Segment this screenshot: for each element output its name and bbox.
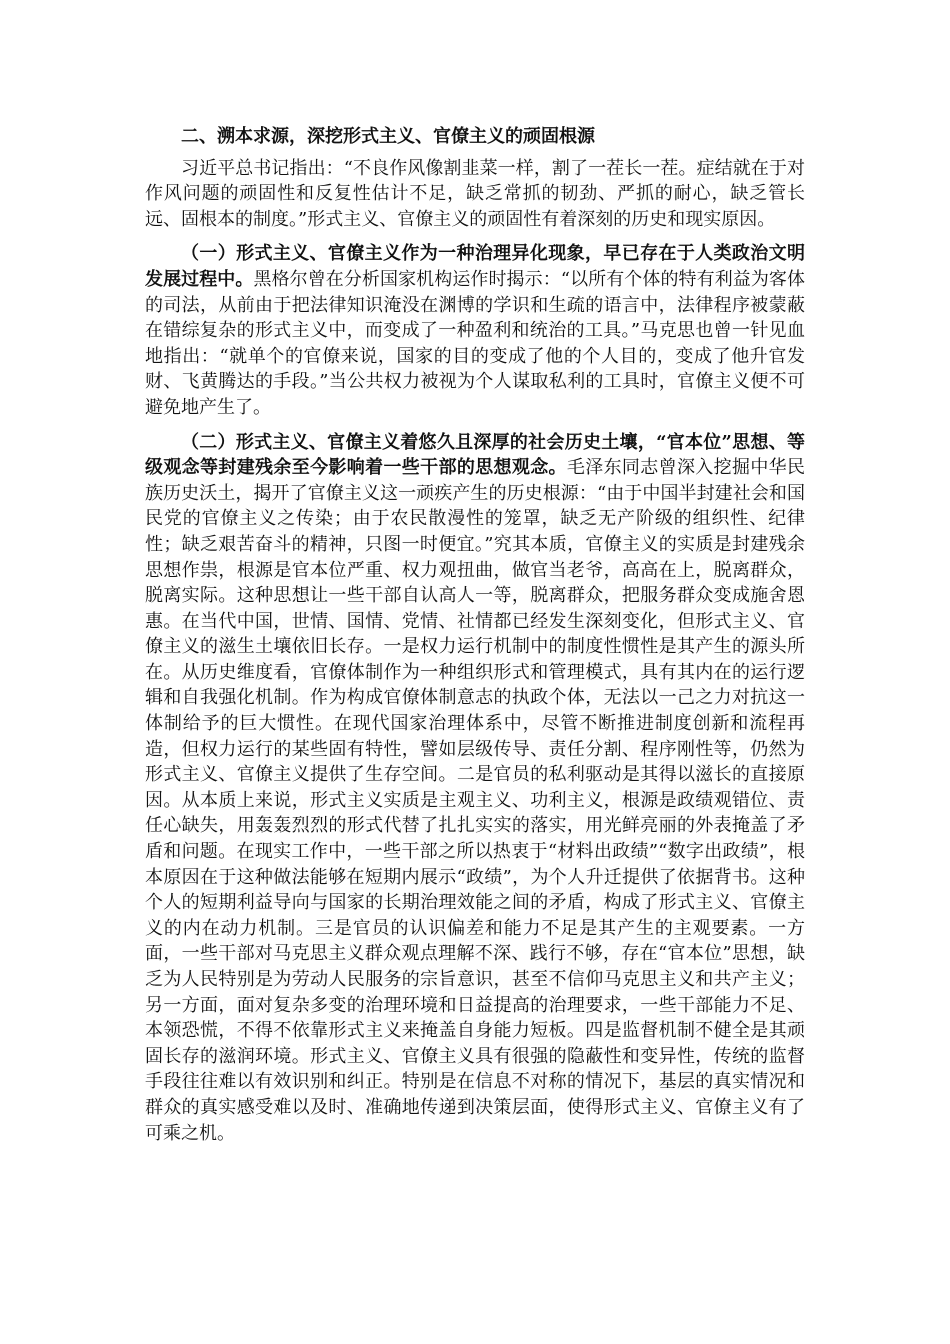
paragraph-lead: （一）形式主义、官僚主义作为一种治理异化现象，早已存在于人类政治文明发展过程中。 <box>145 243 805 290</box>
paragraph-point-two <box>145 430 805 1147</box>
paragraph-lead: （二）形式主义、官僚主义着悠久且深厚的社会历史土壤，“官本位”思想、等级观念等封建残余至今影响着一些干部的思想观念。 <box>145 431 805 479</box>
paragraph-intro <box>145 156 805 233</box>
paragraph-text: 习近平总书记指出：“不良作风像割韭菜一样，割了一茬长一茬。症结就在于对作风问题的顽固性和反复性估计不足，缺乏常抓的韧劲、严抓的耐心，缺乏管长远、固根本的制度。”形式主义、官僚主义的顽固性有着深刻的历史和现实原因。 <box>145 157 805 230</box>
paragraph-text: 黑格尔曾在分析国家机构运作时揭示：“以所有个体的特有利益为客体的司法，从前由于把法律知识淹没在渊博的学识和生疏的语言中，法律程序被蒙蔽在错综复杂的形式主义中，而变成了一种盈利和统治的工具。”马克思也曾一针见血地指出：“就单个的官僚来说，国家的目的变成了他的个人目的，变成了他升官发财、飞黄腾达的手段。”当公共权力被视为个人谋取私利的工具时，官僚主义便不可避免地产生了。 <box>145 268 805 418</box>
document-body <box>145 124 805 1155</box>
paragraph-point-one <box>145 241 805 420</box>
section-heading: 二、溯本求源，深挖形式主义、官僚主义的顽固根源 <box>181 126 595 147</box>
paragraph-text: 毛泽东同志曾深入挖掘中华民族历史沃土，揭开了官僚主义这一顽疾产生的历史根源：“由于中国半封建社会和国民党的官僚主义之传染；由于农民散漫性的笼罩，缺乏无产阶级的组织性、纪律性；缺乏艰苦奋斗的精神，只图一时便宜。”究其本质，官僚主义的实质是封建残余思想作祟，根源是官本位严重、权力观扭曲，做官当老爷，高高在上，脱离群众，脱离实际。这种思想让一些干部自认高人一等，脱离群众，把服务群众变成施舍恩惠。在当代中国，世情、国情、党情、社情都已经发生深刻变化，但形式主义、官僚主义的滋生土壤依旧长存。一是权力运行机制中的制度性惯性是其产生的源头所在。从历史维度看，官僚体制作为一种组织形式和管理模式，具有其内在的运行逻辑和自我强化机制。作为构成官僚体制意志的执政个体，无法以一己之力对抗这一体制给予的巨大惯性。在现代国家治理体系中，尽管不断推进制度创新和流程再造，但权力运行的某些固有特性，譬如层级传导、责任分割、程序刚性等，仍然为形式主义、官僚主义提供了生存空间。二是官员的私利驱动是其得以滋长的直接原因。从本质上来说，形式主义实质是主观主义、功利主义，根源是政绩观错位、责任心缺失，用轰轰烈烈的形式代替了扎扎实实的落实，用光鲜亮丽的外表掩盖了矛盾和问题。在现实工作中，一些干部之所以热衷于“材料出政绩”“数字出政绩”，根本原因在于这种做法能够在短期内展示“政绩”，为个人升迁提供了依据背书。这种个人的短期利益导向与国家的长期治理效能之间的矛盾，构成了形式主义、官僚主义的内在动力机制。三是官员的认识偏差和能力不足是其产生的主观要素。一方面，一些干部对马克思主义群众观点理解不深、践行不够，存在“官本位”思想，缺乏为人民特别是为劳动人民服务的宗旨意识，甚至不信仰马克思主义和共产主义；另一方面，面对复杂多变的治理环境和日益提高的治理要求，一些干部能力不足、本领恐慌，不得不依靠形式主义来掩盖自身能力短板。四是监督机制不健全是其顽固长存的滋润环境。形式主义、官僚主义具有很强的隐蔽性和变异性，传统的监督手段往往难以有效识别和纠正。特别是在信息不对称的情况下，基层的真实情况和群众的真实感受难以及时、准确地传递到决策层面，使得形式主义、官僚主义有了可乘之机。 <box>145 457 806 1144</box>
